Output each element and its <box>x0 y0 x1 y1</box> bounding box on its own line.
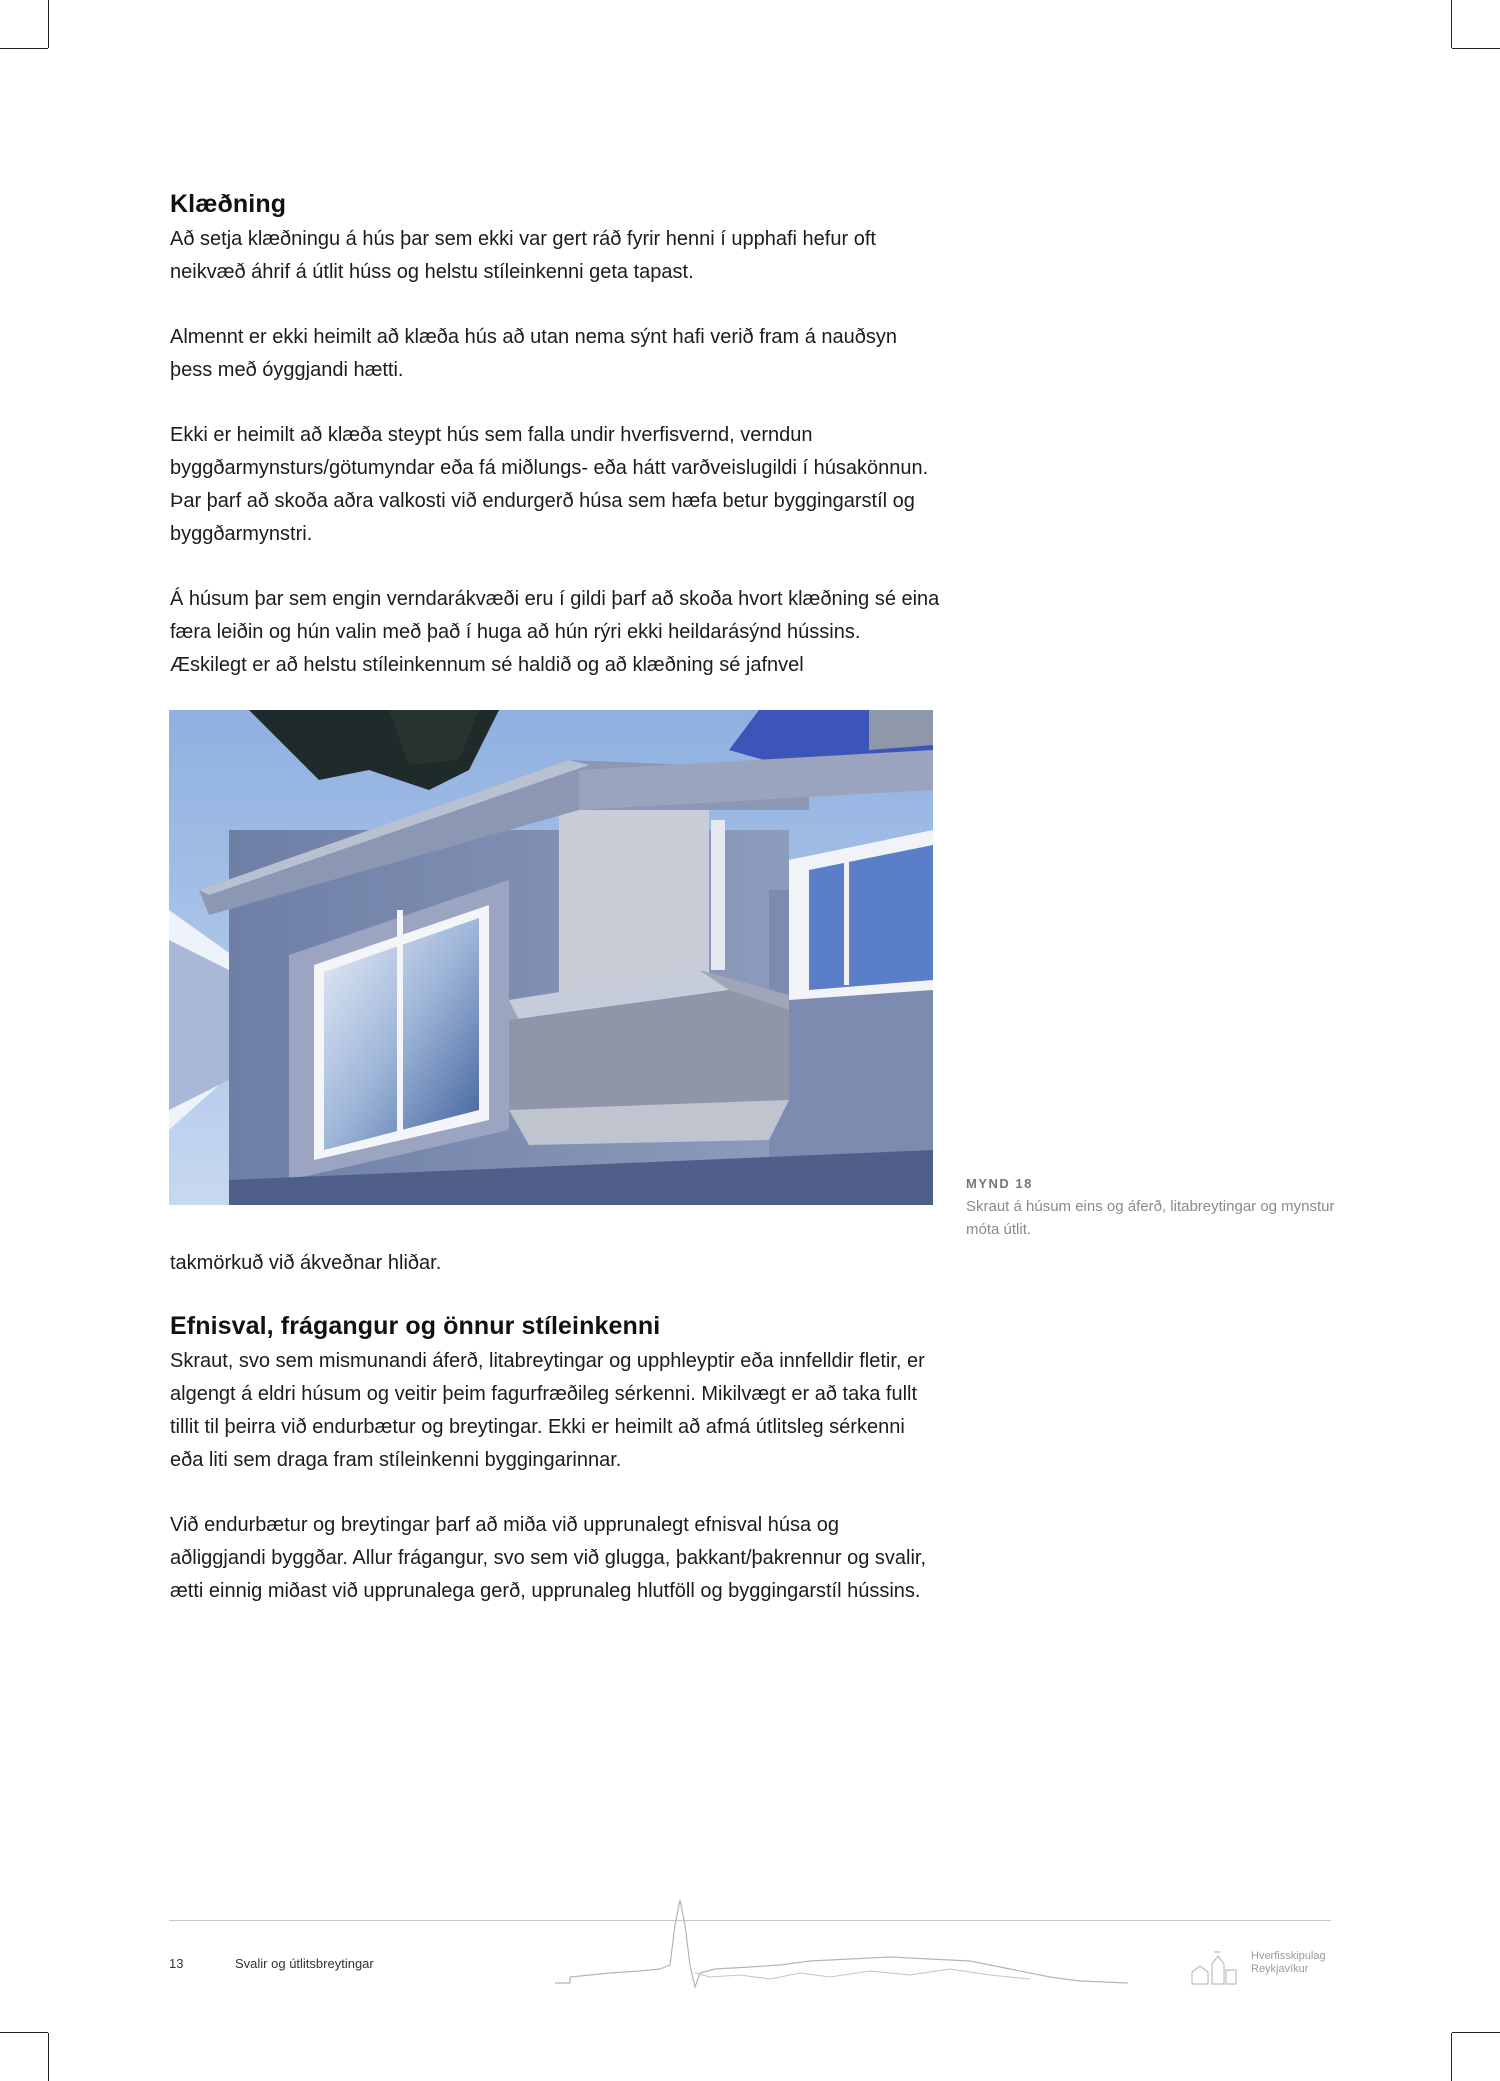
figure-label: MYND 18 <box>966 1176 1033 1191</box>
page-number: 13 <box>169 1956 184 1971</box>
figure-caption-text: Skraut á húsum eins og áferð, litabreytingar og mynstur móta útlit. <box>966 1198 1335 1238</box>
body-paragraph: Skraut, svo sem mismunandi áferð, litabreytingar og upphleyptir eða innfelldir fletir, er algengt á eldri húsum og veitir þeim fagurfræðileg sérkenni. Mikilvægt er að taka fullt tillit til þeirra við endurbætur og breytingar. Ekki er heimilt að afmá útlitsleg sérkenni eða liti sem draga fram stíleinkenni byggingarinnar. <box>170 1350 925 1471</box>
section-cladding-continued <box>170 1247 940 1312</box>
crop-mark <box>1451 0 1452 48</box>
body-paragraph: Að setja klæðningu á hús þar sem ekki var gert ráð fyrir henni í upphafi hefur oft neikvæð áhrif á útlit húss og helstu stíleinkenni geta tapast. <box>170 228 876 283</box>
crop-mark <box>0 2032 48 2033</box>
chapter-title: Svalir og útlitsbreytingar <box>235 1956 374 1971</box>
crop-mark <box>48 0 49 48</box>
logo-line2: Reykjavíkur <box>1251 1963 1309 1975</box>
crop-mark <box>48 2033 49 2081</box>
logo-wordmark <box>1251 1950 1326 1976</box>
crop-mark <box>1452 48 1500 49</box>
body-paragraph: Við endurbætur og breytingar þarf að miða við upprunalegt efnisval húsa og aðliggjandi byggðar. Allur frágangur, svo sem við glugga, þakkant/þakrennur og svalir, ætti einnig miðast við upprunalega gerð, upprunaleg hlutföll og byggingarstíl hússins. <box>170 1514 927 1602</box>
body-paragraph: takmörkuð við ákveðnar hliðar. <box>170 1252 442 1274</box>
section-materials <box>170 1312 940 1640</box>
crop-mark <box>1451 2033 1452 2081</box>
section-heading: Efnisval, frágangur og önnur stíleinkenni <box>170 1312 661 1340</box>
section-heading: Klæðning <box>170 190 287 218</box>
city-skyline-illustration <box>550 1895 1130 1995</box>
section-cladding <box>170 190 940 714</box>
house-photo <box>169 710 933 1205</box>
figure-caption <box>966 1176 1336 1241</box>
crop-mark <box>1452 2032 1500 2033</box>
body-paragraph: Almennt er ekki heimilt að klæða hús að utan nema sýnt hafi verið fram á nauðsyn þess með óyggjandi hætti. <box>170 326 898 381</box>
crop-mark <box>0 48 48 49</box>
body-paragraph: Á húsum þar sem engin verndarákvæði eru í gildi þarf að skoða hvort klæðning sé eina færa leiðin og hún valin með það í huga að hún rýri ekki heildarásýnd hússins. Æskilegt er að helstu stíleinkennum sé haldið og að klæðning sé jafnvel <box>170 588 940 676</box>
body-paragraph: Ekki er heimilt að klæða steypt hús sem falla undir hverfisvernd, verndun byggðarmynsturs/götumyndar eða fá miðlungs- eða hátt varðveislugildi í húsakönnun. Þar þarf að skoða aðra valkosti við endurgerð húsa sem hæfa betur byggingarstíl og byggðarmynstri. <box>170 424 929 545</box>
logo-line1: Hverfisskipulag <box>1251 1950 1326 1962</box>
